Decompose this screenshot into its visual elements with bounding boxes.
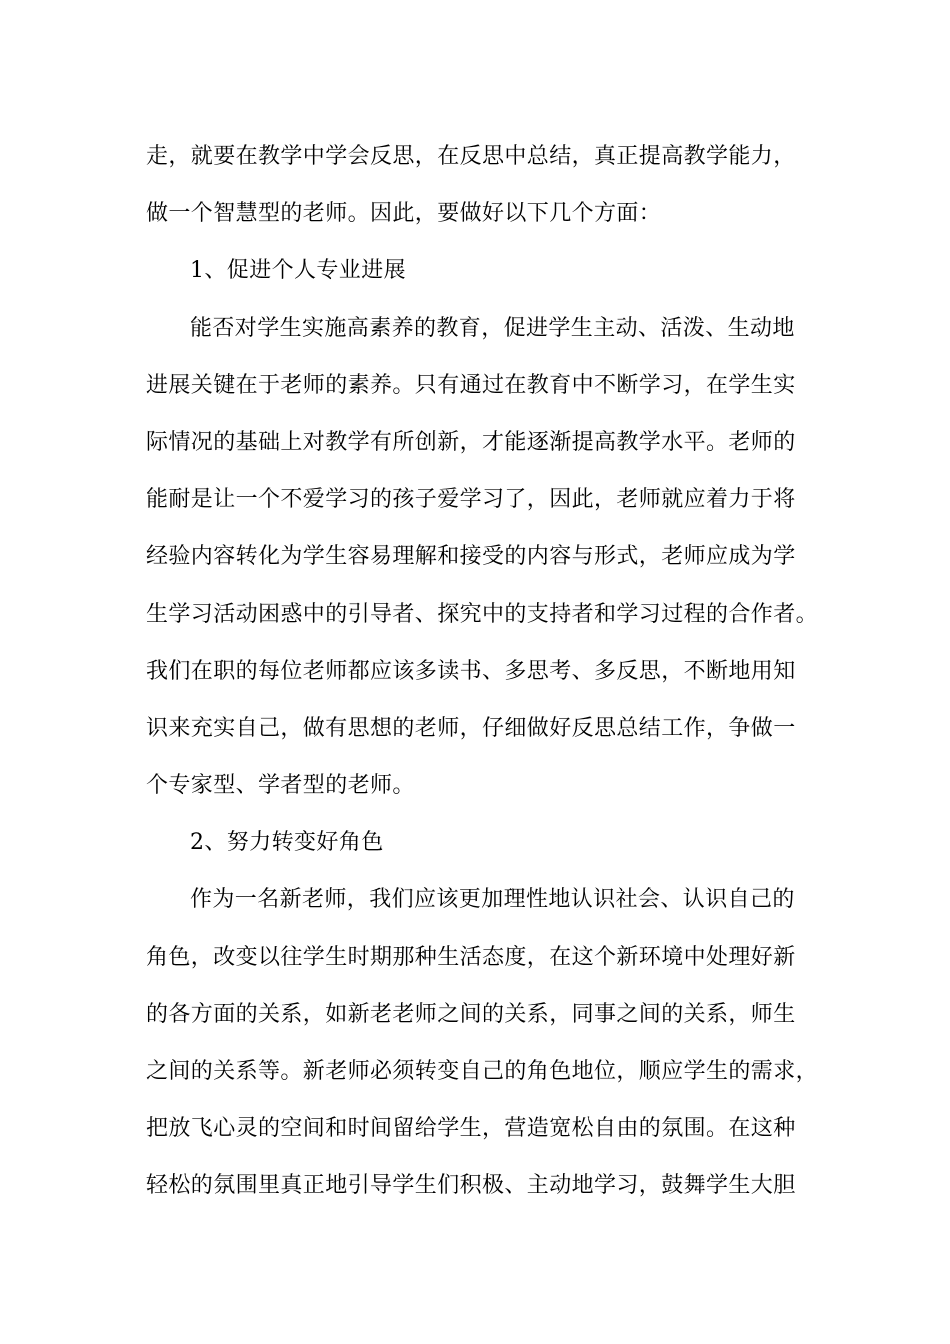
text-line: 识来充实自己，做有思想的老师，仔细做好反思总结工作，争做一 bbox=[146, 715, 796, 741]
text-line: 我们在职的每位老师都应该多读书、多思考、多反思，不断地用知 bbox=[146, 658, 796, 684]
text-line: 轻松的氛围里真正地引导学生们积极、主动地学习，鼓舞学生大胆 bbox=[146, 1173, 796, 1199]
text-line: 的各方面的关系，如新老老师之间的关系，同事之间的关系，师生 bbox=[146, 1001, 796, 1027]
text-line: 生学习活动困惑中的引导者、探究中的支持者和学习过程的合作者。 bbox=[146, 601, 819, 627]
text-line: 际情况的基础上对教学有所创新，才能逐渐提高教学水平。老师的 bbox=[146, 429, 796, 455]
section-heading: 2、努力转变好角色 bbox=[190, 830, 384, 856]
text-line: 个专家型、学者型的老师。 bbox=[146, 773, 415, 799]
text-line: 进展关键在于老师的素养。只有通过在教育中不断学习，在学生实 bbox=[146, 372, 796, 398]
text-line: 经验内容转化为学生容易理解和接受的内容与形式，老师应成为学 bbox=[146, 544, 796, 570]
body-text bbox=[146, 128, 826, 1215]
text-line: 能否对学生实施高素养的教育，促进学生主动、活泼、生动地 bbox=[190, 315, 795, 341]
section-heading: 1、促进个人专业进展 bbox=[190, 258, 406, 284]
text-line: 之间的关系等。新老师必须转变自己的角色地位，顺应学生的需求， bbox=[146, 1059, 819, 1084]
text-line: 把放飞心灵的空间和时间留给学生，营造宽松自由的氛围。在这种 bbox=[146, 1116, 796, 1142]
text-line: 做一个智慧型的老师。因此，要做好以下几个方面： bbox=[146, 201, 662, 227]
text-line: 作为一名新老师，我们应该更加理性地认识社会、认识自己的 bbox=[190, 887, 795, 913]
text-line: 能耐是让一个不爱学习的孩子爱学习了，因此，老师就应着力于将 bbox=[146, 487, 796, 513]
text-line: 角色，改变以往学生时期那种生活态度，在这个新环境中处理好新 bbox=[146, 944, 796, 970]
text-line: 走，就要在教学中学会反思，在反思中总结，真正提高教学能力， bbox=[146, 144, 796, 169]
